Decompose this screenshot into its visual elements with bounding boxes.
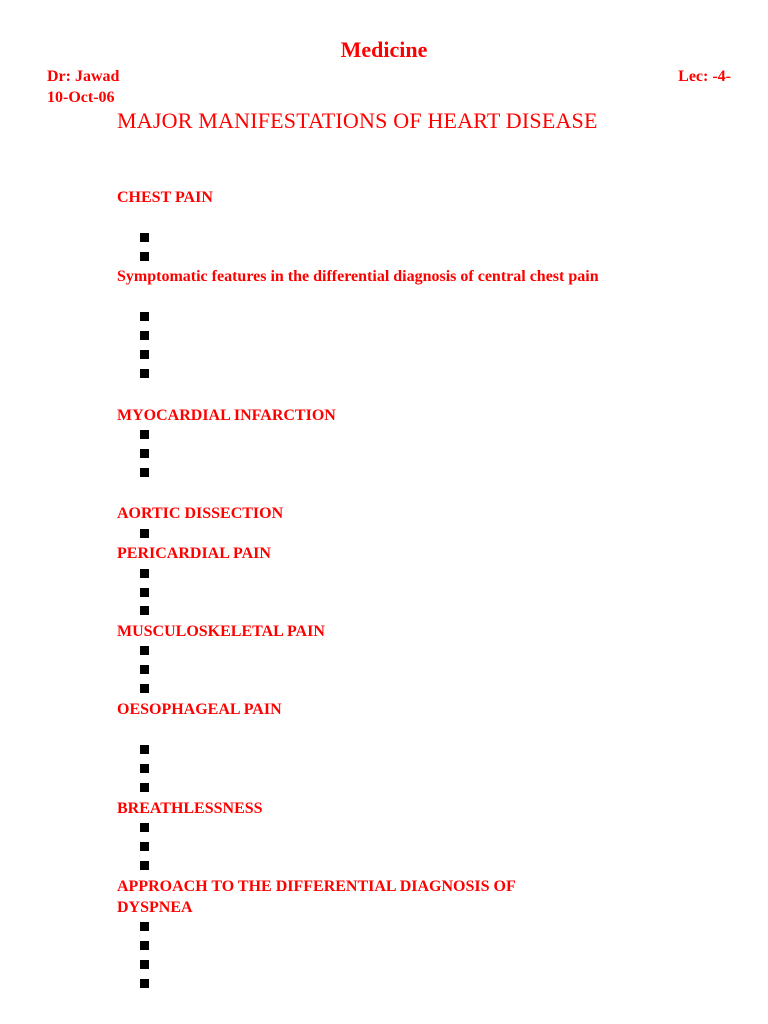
section-heading-symptomatic-features: Symptomatic features in the differential diagnosis of central chest pain [117,268,599,285]
bullet-icon [140,823,149,832]
bullet-icon [140,646,149,655]
section-heading-breathlessness: BREATHLESSNESS [117,800,263,817]
bullet-icon [140,233,149,242]
bullet-icon [140,569,149,578]
bullet-icon [140,606,149,615]
bullet-icon [140,960,149,969]
bullet-icon [140,331,149,340]
section-heading-dyspnea-differential-diagnosis: APPROACH TO THE DIFFERENTIAL DIAGNOSIS OF DYSPNEA [117,878,516,916]
bullet-icon [140,350,149,359]
bullet-icon [140,252,149,261]
bullet-icon [140,468,149,477]
bullet-icon [140,529,149,538]
bullet-icon [140,745,149,754]
bullet-icon [140,764,149,773]
bullet-icon [140,588,149,597]
document-heading: MAJOR MANIFESTATIONS OF HEART DISEASE [117,108,598,133]
bullet-icon [140,941,149,950]
bullet-icon [140,312,149,321]
bullet-icon [140,783,149,792]
bullet-icon [140,449,149,458]
bullet-icon [140,684,149,693]
lecture-label: Lec: -4- [678,68,731,85]
bullet-icon [140,922,149,931]
bullet-icon [140,665,149,674]
section-heading-aortic-dissection: AORTIC DISSECTION [117,505,284,522]
section-heading-musculoskeletal-pain: MUSCULOSKELETAL PAIN [117,623,325,640]
section-heading-oesophageal-pain: OESOPHAGEAL PAIN [117,701,282,718]
document-title: Medicine [340,37,428,62]
author-label: Dr: Jawad [47,68,120,85]
section-heading-myocardial-infarction: MYOCARDIAL INFARCTION [117,407,336,424]
bullet-icon [140,979,149,988]
bullet-icon [140,861,149,870]
section-heading-chest-pain: CHEST PAIN [117,189,213,206]
bullet-icon [140,430,149,439]
bullet-icon [140,842,149,851]
date-label: 10-Oct-06 [47,89,115,106]
section-heading-pericardial-pain: PERICARDIAL PAIN [117,545,271,562]
bullet-icon [140,369,149,378]
